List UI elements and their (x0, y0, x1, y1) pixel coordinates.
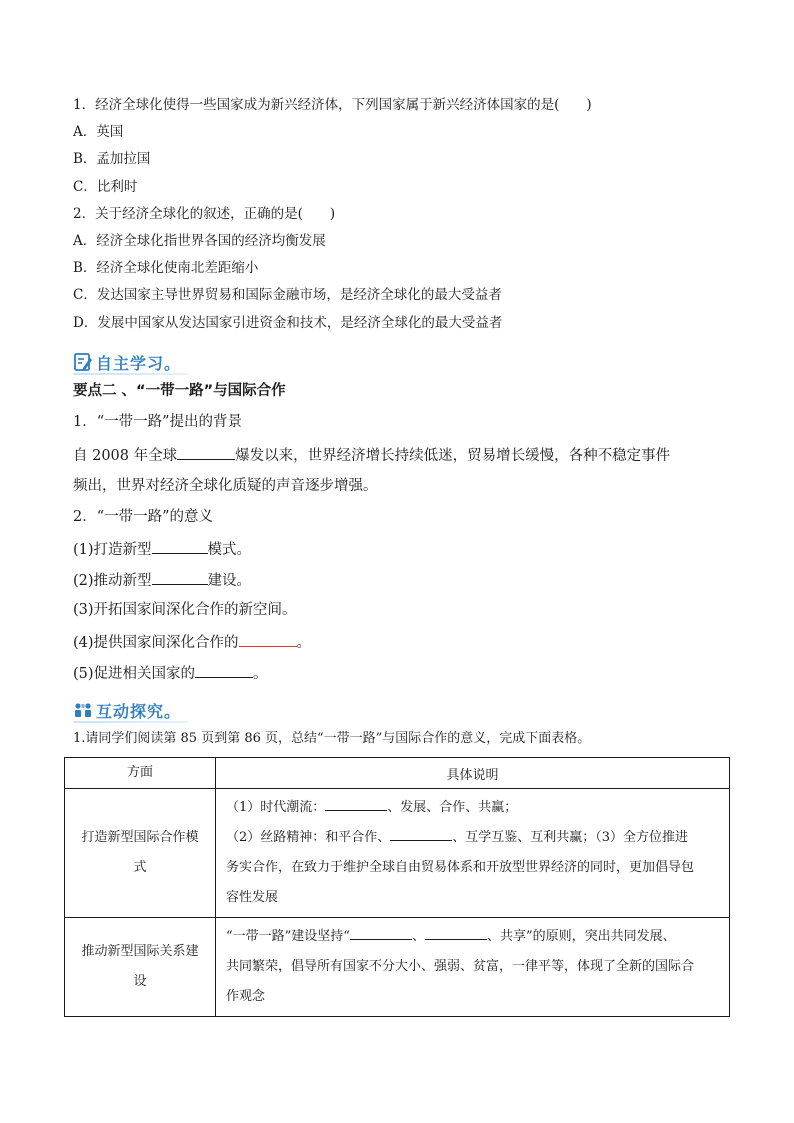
meaning-item-1: (1)打造新型 模式。 (73, 539, 251, 559)
meaning-item-5: (5)促进相关国家的 。 (73, 663, 268, 683)
section-heading-interactive: 互动探究 。 (73, 698, 180, 722)
blank-field[interactable] (177, 445, 235, 460)
blank-field[interactable] (239, 632, 297, 647)
summary-table (64, 757, 730, 1017)
header-aspect: 方面 (65, 758, 216, 789)
q2-option-b: B．经济全球化使南北差距缩小 (73, 260, 259, 276)
blank-field[interactable] (425, 926, 487, 940)
table-header-row (65, 758, 730, 789)
q2-option-a: A．经济全球化指世界各国的经济均衡发展 (73, 233, 326, 249)
section-heading-self-study: 自主学习 。 (73, 350, 180, 374)
table-intro: 1.请同学们阅读第 85 页到第 86 页，总结“一带一路”与国际合作的意义，完成下面表格。 (73, 731, 591, 746)
background-title: 1．“一带一路”提出的背景 (73, 414, 243, 430)
blank-field[interactable] (152, 570, 208, 585)
q2-option-c: C．发达国家主导世界贸易和国际金融市场，是经济全球化的最大受益者 (73, 287, 502, 303)
row2-detail: “一带一路”建设坚持“ 、 、共享”的原则，突出共同发展、 共同繁荣，倡导所有国家不分大小、强弱、贫富，一律平等，体现了全新的国际合 作观念 (216, 918, 730, 1017)
meaning-title: 2．“一带一路”的意义 (73, 509, 214, 525)
q1-option-b: B．孟加拉国 (73, 151, 151, 167)
q1-option-c: C．比利时 (73, 179, 138, 195)
header-detail: 具体说明 (216, 758, 730, 789)
section-title: 互动探究 (96, 701, 165, 721)
meaning-item-4: (4)提供国家间深化合作的 。 (73, 632, 311, 652)
row2-aspect: 推动新型国际关系建 设 (65, 918, 216, 1017)
edit-note-icon (73, 352, 93, 372)
meaning-item-2: (2)推动新型 建设。 (73, 570, 251, 590)
background-text-line1: 自 2008 年全球 爆发以来，世界经济增长持续低迷，贸易增长缓慢，各种不稳定事件 (73, 445, 670, 465)
background-text-line2: 频出，世界对经济全球化质疑的声音逐步增强。 (73, 478, 378, 494)
blank-field[interactable] (325, 797, 387, 811)
row1-aspect: 打造新型国际合作模 式 (65, 789, 216, 918)
row1-detail: （1）时代潮流： 、发展、合作、共赢； （2）丝路精神：和平合作、 、互学互鉴、互利共赢；（3）全方位推进 务实合作，在致力于维护全球自由贸易体系和开放型世界经济的同时，更加倡导包 容性发展 (216, 789, 730, 918)
blank-field[interactable] (152, 539, 208, 554)
q2-option-d: D．发展中国家从发达国家引进资金和技术，是经济全球化的最大受益者 (73, 315, 503, 331)
blank-field[interactable] (350, 926, 412, 940)
table-row (65, 789, 730, 918)
table-row (65, 918, 730, 1017)
group-discussion-icon (73, 700, 93, 720)
point-title: 要点二 、“一带一路”与国际合作 (73, 383, 286, 399)
meaning-item-3: (3)开拓国家间深化合作的新空间。 (73, 602, 297, 618)
section-title: 自主学习 (96, 353, 165, 373)
q2-stem: 2．关于经济全球化的叙述，正确的是( ) (73, 206, 336, 222)
q1-option-a: A．英国 (73, 124, 124, 140)
q1-stem: 1．经济全球化使得一些国家成为新兴经济体，下列国家属于新兴经济体国家的是( ) (73, 97, 592, 113)
blank-field[interactable] (390, 827, 452, 841)
blank-field[interactable] (195, 663, 253, 678)
